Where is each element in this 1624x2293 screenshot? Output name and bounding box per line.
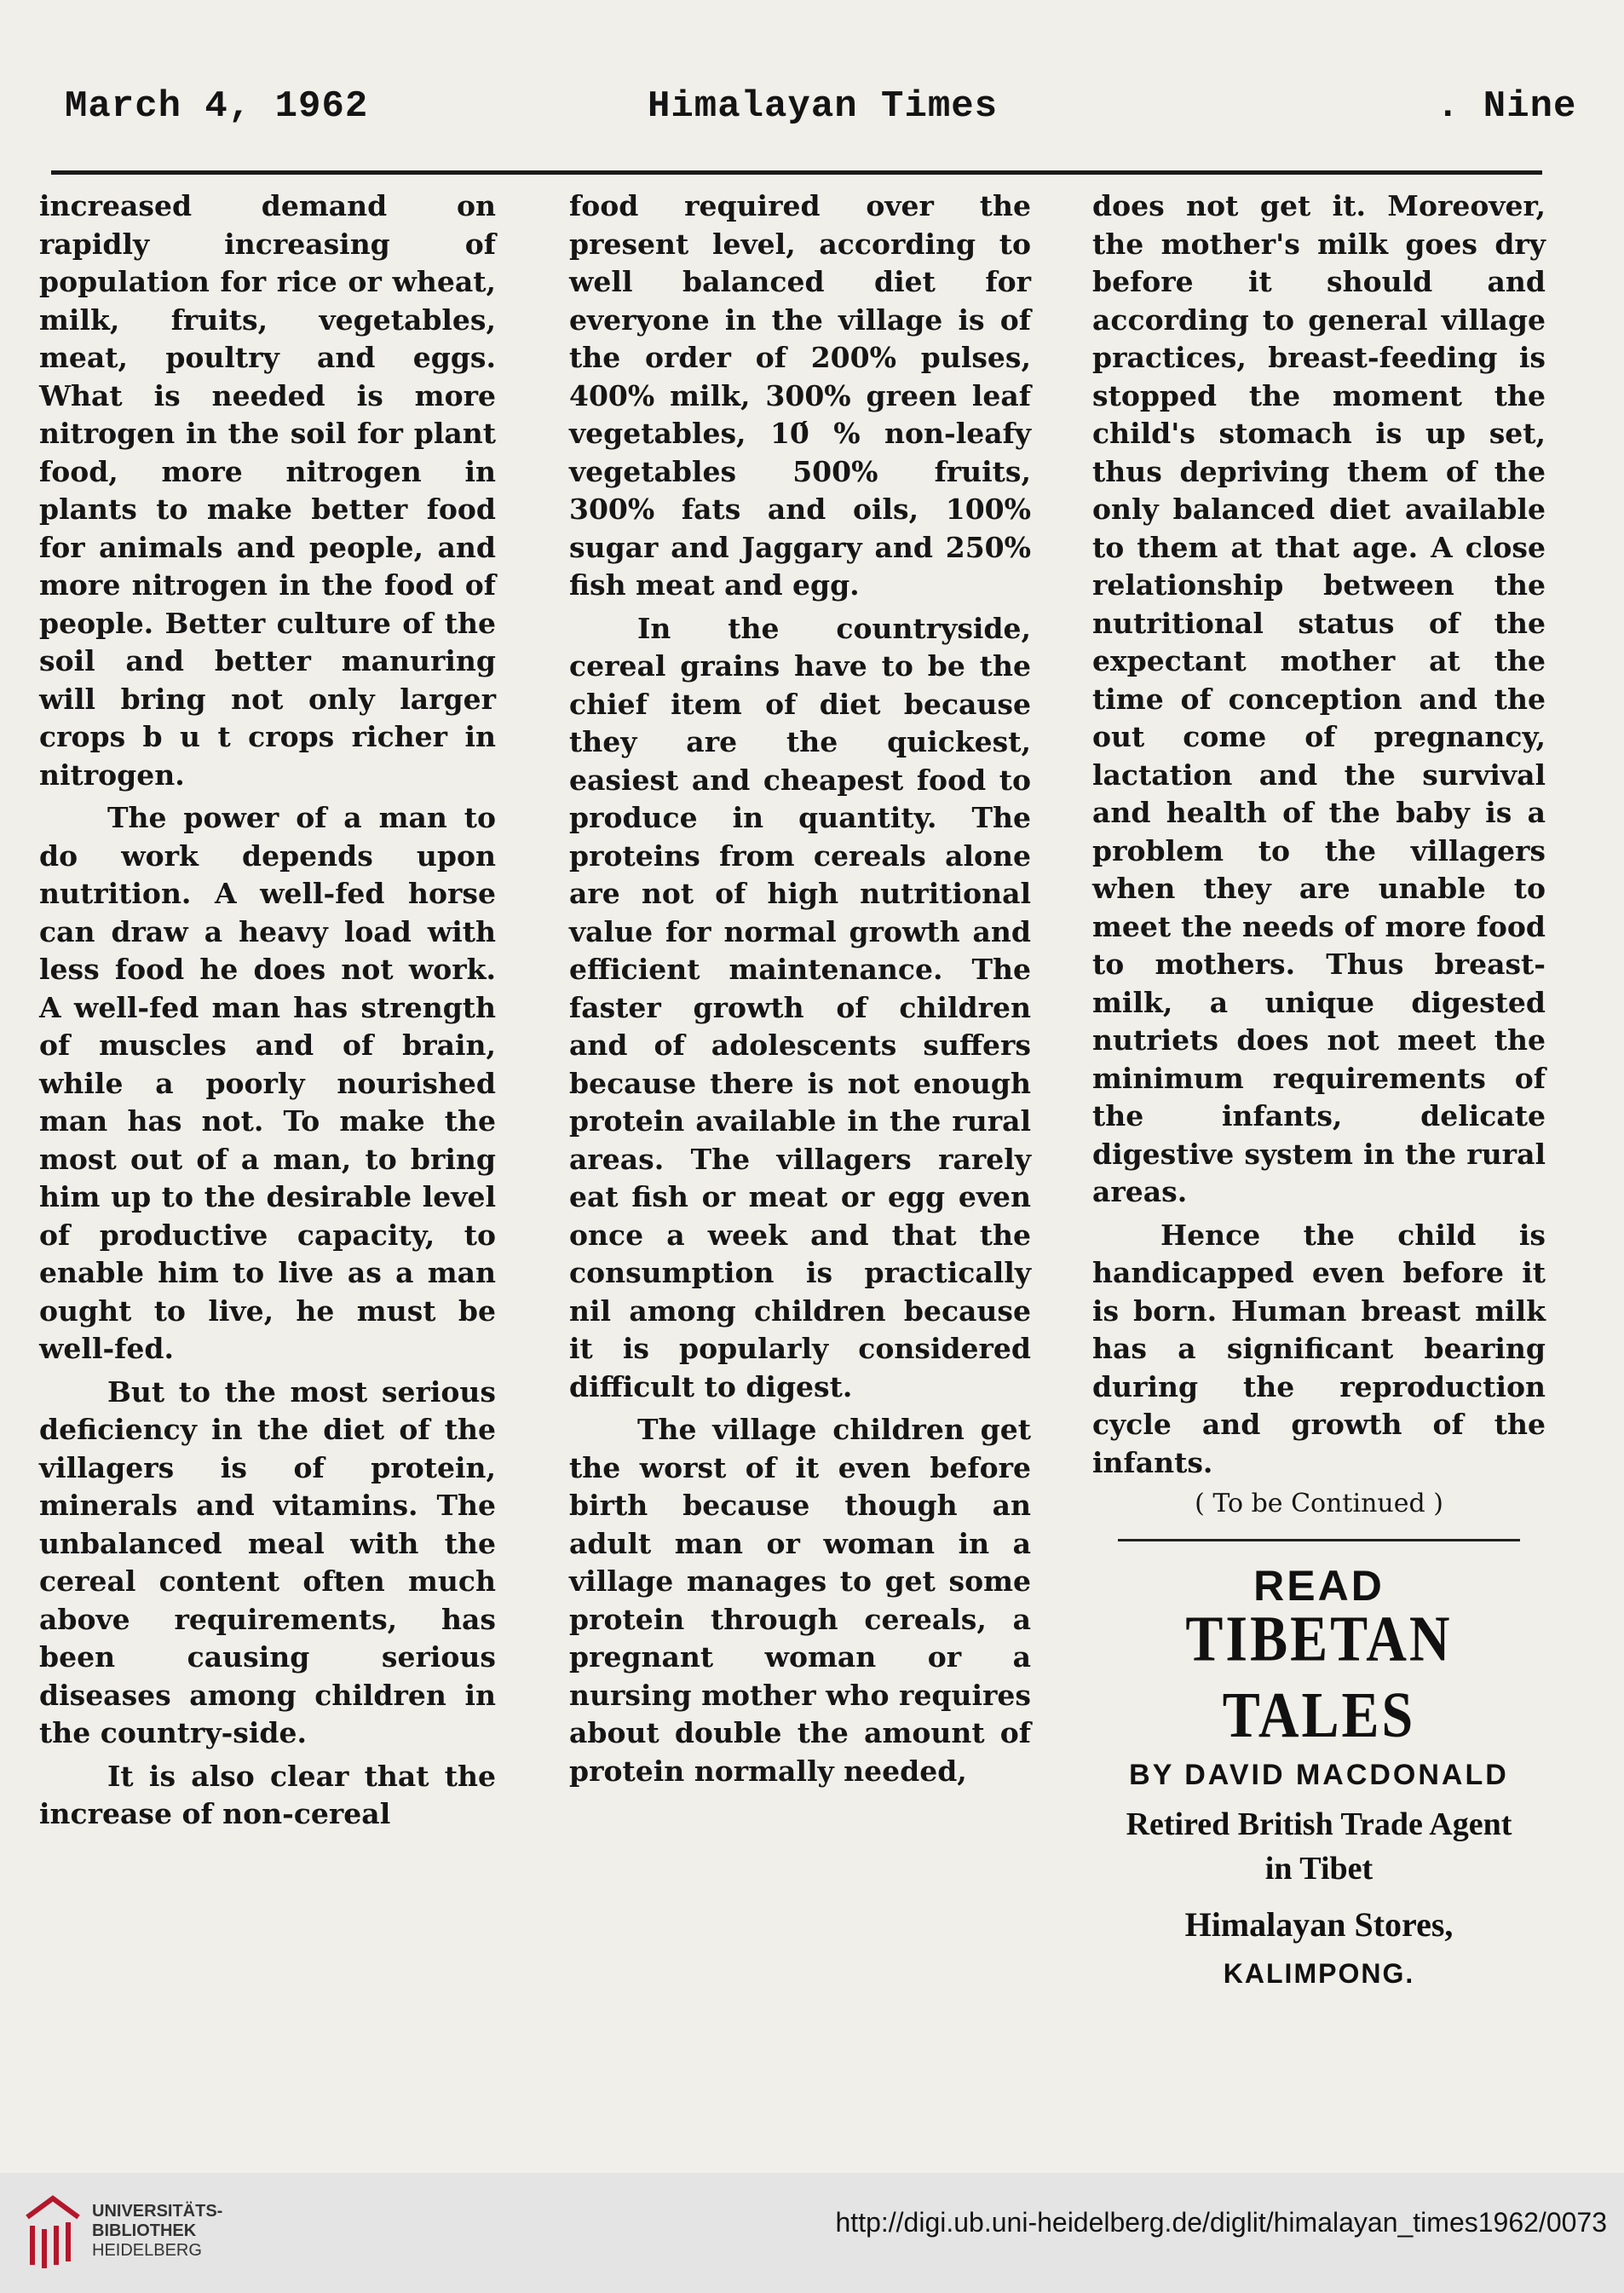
advert-place: KALIMPONG. xyxy=(1223,1957,1415,1989)
advert-store: Himalayan Stores, xyxy=(1184,1905,1454,1944)
advert-role-line-1: Retired British Trade Agent xyxy=(1126,1806,1512,1842)
column-2 xyxy=(569,187,1031,1790)
page-number: . Nine xyxy=(1437,85,1577,128)
library-name xyxy=(92,2202,222,2261)
col2-paragraph-2: In the countryside, cereal grains have to be the chief item of diet because they are the quickest, easiest and cheapest food to produce in quantity. The proteins from cereals alone are not of high nutritional value for normal growth and efficient maintenance. The faster growth of children and of adolescents suffers because there is not enough protein available in the rural areas. The villagers rarely eat fish or meat or egg even once a week and that the consumption is practically nil among children because it is popularly considered difficult to digest. xyxy=(569,611,1031,1403)
library-name-line-1: UNIVERSITÄTS- xyxy=(92,2202,223,2221)
digitization-footer xyxy=(0,2173,1624,2293)
header-rule xyxy=(51,170,1542,175)
advert-author: BY DAVID MACDONALD xyxy=(1129,1758,1509,1791)
library-logo-icon xyxy=(22,2192,84,2273)
library-name-line-2: BIBLIOTHEK xyxy=(92,2221,197,2240)
source-url[interactable]: http://digi.ub.uni-heidelberg.de/diglit/himalayan_times1962/0073 xyxy=(835,2207,1607,2238)
issue-date: March 4, 1962 xyxy=(65,85,369,128)
library-name-line-3: HEIDELBERG xyxy=(92,2241,202,2260)
newspaper-title: Himalayan Times xyxy=(648,85,999,128)
to-be-continued: ( To be Continued ) xyxy=(1195,1489,1443,1518)
col1-paragraph-1: increased demand on rapidly increasing of population for rice or wheat, milk, fruits, vegetables, meat, poultry and eggs. What is needed is more nitrogen in the soil for plant food, more nitrogen in plants to make better food for animals and people, and more nitrogen in the food of people. Better culture of the soil and better manuring will bring not only larger crops b u t crops richer in nitrogen. xyxy=(39,189,496,792)
advert-rule xyxy=(1118,1539,1520,1541)
advert-read: READ xyxy=(1253,1561,1385,1610)
col3-paragraph-1: does not get it. Moreover, the mother's milk goes dry before it should and according to general village practices, breast-feeding is stopped the moment the child's stomach is up set, thus depriving them of the only balanced diet available to them at that age. A close relationship between the nutritional status of the expectant mother at the time of conception and the out come of pregnancy, lactation and the survival and health of the baby is a problem to the villagers when they are unable to meet the needs of more food to mothers. Thus breast-milk, a unique digested nutriets does not meet the minimum requirements of the infants, delicate digestive system in the rural areas. xyxy=(1092,189,1546,1208)
col2-paragraph-3: The village children get the worst of it even before birth because though an adult man or woman in a village manages to get some protein through cereals, a pregnant woman or a nursing mother who requires about double the amount of protein normally needed, xyxy=(569,1413,1031,1788)
col1-paragraph-4: It is also clear that the increase of non-cereal xyxy=(39,1759,496,1830)
advert-role-line-2: in Tibet xyxy=(1264,1851,1373,1887)
col1-paragraph-2: The power of a man to do work depends upon nutrition. A well-fed horse can draw a heavy load with less food he does not work. A well-fed man has strength of muscles and of brain, while a poorly nourished man has not. To make the most out of a man, to bring him up to the desirable level of productive capacity, to enable him to live as a man ought to live, he must be well-fed. xyxy=(39,801,496,1365)
column-3 xyxy=(1092,187,1546,1992)
col2-paragraph-1: food required over the present level, according to well balanced diet for everyone in the village is of the order of 200% pulses, 400% milk, 300% green leaf vegetables, 10́ % non-leafy vegetables 500% fruits, 300% fats and oils, 100% sugar and Jaggary and 250% fish meat and egg. xyxy=(569,189,1031,602)
column-1 xyxy=(39,187,496,1834)
col1-paragraph-3: But to the most serious deficiency in the diet of the villagers is of protein, minerals and vitamins. The unbalanced meal with the cereal content often much above requirements, has been causing serious diseases among children in the country-side. xyxy=(39,1374,496,1749)
advert-book-title: TIBETAN TALES xyxy=(1185,1603,1453,1751)
col3-paragraph-2: Hence the child is handicapped even before it is born. Human breast milk has a significant bearing during the reproduction cycle and growth of the infants. xyxy=(1092,1218,1546,1479)
book-advert xyxy=(1092,1560,1546,1993)
advert-author-role xyxy=(1092,1802,1546,1891)
